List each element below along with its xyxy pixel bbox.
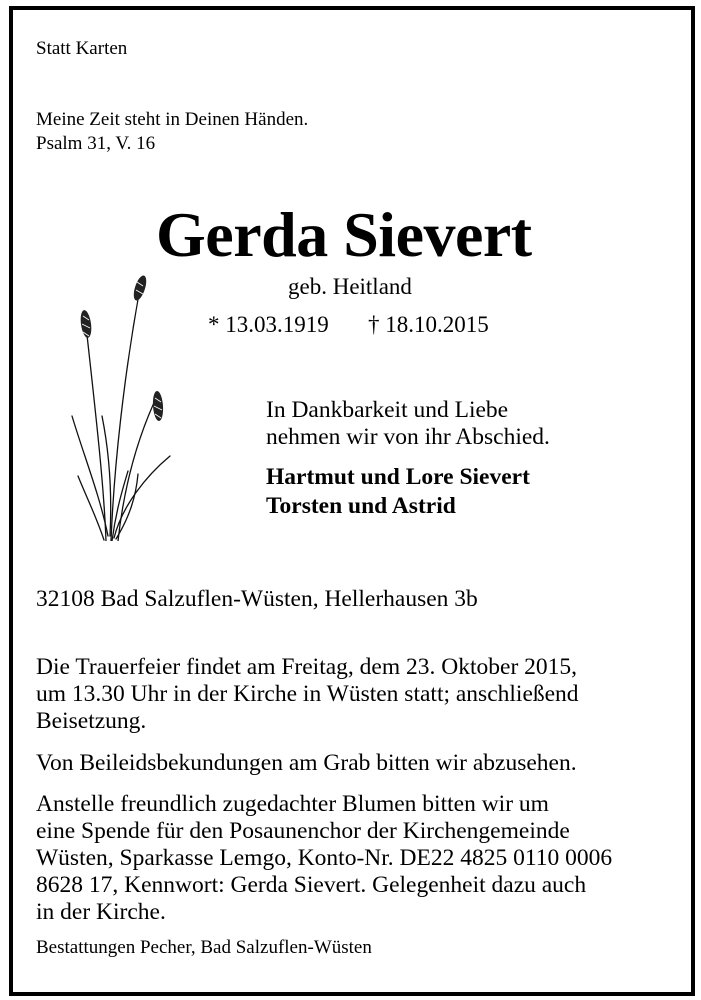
maiden-name: geb. Heitland: [288, 274, 412, 299]
donation-line: in der Kirche.: [36, 899, 166, 925]
condolence-note: Von Beileidsbekundungen am Grab bitten wir abzusehen.: [36, 750, 577, 776]
quote-line-1: Meine Zeit steht in Deinen Händen.: [36, 109, 309, 130]
death-date: † 18.10.2015: [368, 312, 489, 337]
header-text: Statt Karten: [36, 38, 128, 59]
farewell-line-2: nehmen wir von ihr Abschied.: [266, 424, 550, 450]
service-line: um 13.30 Uhr in der Kirche in Wüsten statt; anschließend: [36, 681, 579, 707]
deceased-name: Gerda Sievert: [156, 199, 532, 270]
mourners-line-2: Torsten und Astrid: [266, 493, 456, 519]
donation-line: Anstelle freundlich zugedachter Blumen bitten wir um: [36, 791, 549, 817]
donation-line: 8628 17, Kennwort: Gerda Sievert. Gelegenheit dazu auch: [36, 872, 587, 898]
wheat-icon: [66, 266, 176, 541]
donation-line: Wüsten, Sparkasse Lemgo, Konto-Nr. DE22 4825 0110 0006: [36, 845, 613, 871]
address: 32108 Bad Salzuflen-Wüsten, Hellerhausen 3b: [36, 586, 478, 612]
service-line: Beisetzung.: [36, 708, 147, 734]
undertaker: Bestattungen Pecher, Bad Salzuflen-Wüsten: [36, 937, 372, 958]
farewell-line-1: In Dankbarkeit und Liebe: [266, 397, 509, 423]
mourners-line-1: Hartmut und Lore Sievert: [266, 464, 530, 490]
birth-date: * 13.03.1919: [208, 312, 329, 337]
quote-reference: Psalm 31, V. 16: [36, 133, 156, 154]
donation-line: eine Spende für den Posaunenchor der Kirchengemeinde: [36, 818, 570, 844]
service-line: Die Trauerfeier findet am Freitag, dem 23. Oktober 2015,: [36, 654, 578, 680]
